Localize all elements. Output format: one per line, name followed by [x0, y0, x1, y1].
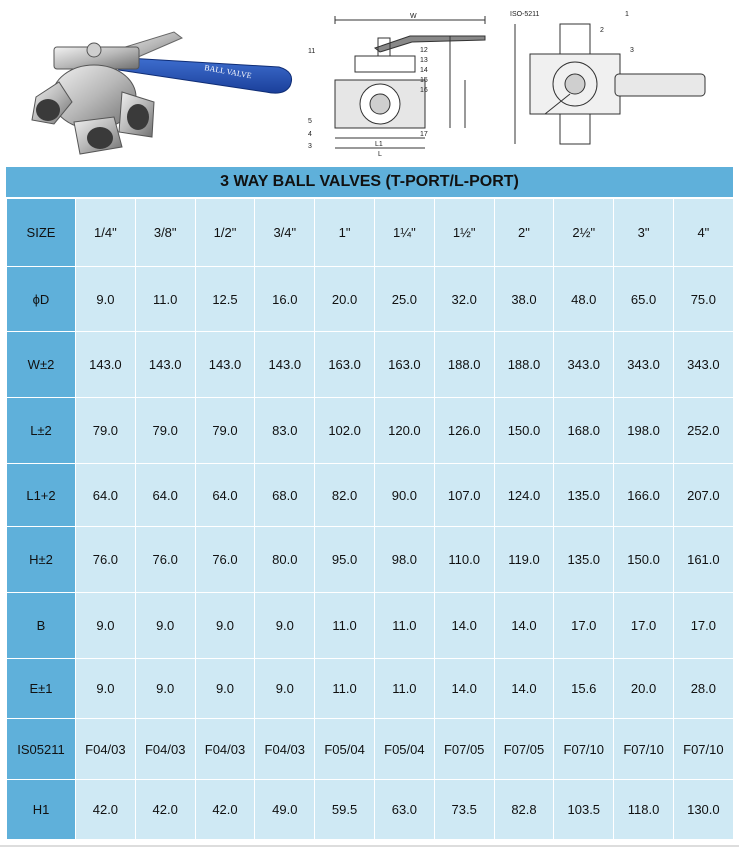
table-cell: 14.0 — [434, 659, 494, 719]
table-cell: 120.0 — [374, 398, 434, 464]
row-header: L±2 — [7, 398, 76, 464]
table-cell: F07/05 — [434, 719, 494, 780]
row-header: B — [7, 593, 76, 659]
table-cell: 166.0 — [614, 464, 674, 527]
drawing-label-iso: ISO-5211 — [510, 11, 540, 18]
table-cell: 168.0 — [554, 398, 614, 464]
table-cell: 163.0 — [315, 332, 375, 398]
row-header: H±2 — [7, 527, 76, 593]
table-cell: 343.0 — [614, 332, 674, 398]
table-cell: 17.0 — [673, 593, 733, 659]
table-cell: 3/4" — [255, 199, 315, 267]
table-cell: 1" — [315, 199, 375, 267]
product-figures — [0, 0, 739, 165]
table-cell: 163.0 — [374, 332, 434, 398]
table-cell: 17.0 — [614, 593, 674, 659]
table-cell: 12.5 — [195, 267, 255, 332]
table-row — [7, 398, 734, 464]
valve-front-drawing — [300, 8, 500, 158]
table-cell: 14.0 — [434, 593, 494, 659]
table-cell: F04/03 — [135, 719, 195, 780]
table-cell: 11.0 — [315, 659, 375, 719]
table-cell: 79.0 — [135, 398, 195, 464]
table-cell: 2" — [494, 199, 554, 267]
table-row — [7, 199, 734, 267]
drawing-label-l1: L1 — [375, 141, 383, 148]
drawing-label-1: 1 — [625, 11, 629, 18]
table-cell: 48.0 — [554, 267, 614, 332]
table-cell: 150.0 — [614, 527, 674, 593]
row-header: ϕD — [7, 267, 76, 332]
bottom-divider — [0, 845, 739, 847]
drawing-label-3: 3 — [308, 143, 312, 150]
table-cell: F04/03 — [255, 719, 315, 780]
table-cell: 68.0 — [255, 464, 315, 527]
row-header: W±2 — [7, 332, 76, 398]
table-cell: 188.0 — [494, 332, 554, 398]
table-cell: 9.0 — [195, 593, 255, 659]
table-cell: 98.0 — [374, 527, 434, 593]
table-cell: F07/10 — [673, 719, 733, 780]
valve-top-drawing — [505, 4, 715, 159]
table-row — [7, 464, 734, 527]
drawing-label-11: 11 — [308, 48, 316, 55]
table-cell: 3" — [614, 199, 674, 267]
valve-photo — [14, 12, 300, 162]
table-cell: 4" — [673, 199, 733, 267]
table-cell: 102.0 — [315, 398, 375, 464]
table-cell: 20.0 — [614, 659, 674, 719]
table-cell: 75.0 — [673, 267, 733, 332]
table-cell: 2½" — [554, 199, 614, 267]
table-cell: 252.0 — [673, 398, 733, 464]
table-cell: 59.5 — [315, 780, 375, 840]
table-cell: 9.0 — [135, 593, 195, 659]
table-cell: 188.0 — [434, 332, 494, 398]
table-cell: 28.0 — [673, 659, 733, 719]
table-cell: 3/8" — [135, 199, 195, 267]
table-row — [7, 780, 734, 840]
table-row — [7, 332, 734, 398]
table-cell: 80.0 — [255, 527, 315, 593]
table-cell: 343.0 — [554, 332, 614, 398]
table-cell: 110.0 — [434, 527, 494, 593]
row-header: H1 — [7, 780, 76, 840]
table-cell: 42.0 — [195, 780, 255, 840]
table-cell: 161.0 — [673, 527, 733, 593]
drawing-label-2: 2 — [600, 27, 604, 34]
table-cell: 64.0 — [76, 464, 136, 527]
table-cell: 9.0 — [255, 659, 315, 719]
table-title-banner — [6, 167, 733, 197]
table-cell: 343.0 — [673, 332, 733, 398]
table-cell: 9.0 — [195, 659, 255, 719]
table-cell: 1½" — [434, 199, 494, 267]
table-cell: 124.0 — [494, 464, 554, 527]
table-cell: 103.5 — [554, 780, 614, 840]
table-cell: 11.0 — [374, 659, 434, 719]
table-cell: 1/4" — [76, 199, 136, 267]
table-cell: 9.0 — [76, 659, 136, 719]
table-cell: 1¼" — [374, 199, 434, 267]
table-cell: 76.0 — [135, 527, 195, 593]
drawing-label-w: W — [410, 13, 417, 20]
table-cell: 38.0 — [494, 267, 554, 332]
row-header: L1+2 — [7, 464, 76, 527]
table-cell: 82.0 — [315, 464, 375, 527]
drawing-label-l: L — [378, 151, 382, 158]
table-cell: 42.0 — [76, 780, 136, 840]
table-cell: 143.0 — [195, 332, 255, 398]
table-cell: 107.0 — [434, 464, 494, 527]
table-title: 3 WAY BALL VALVES (T-PORT/L-PORT) — [220, 173, 519, 190]
table-cell: 79.0 — [76, 398, 136, 464]
table-cell: 9.0 — [76, 593, 136, 659]
drawing-label-13: 13 — [420, 57, 428, 64]
table-cell: 83.0 — [255, 398, 315, 464]
table-cell: 16.0 — [255, 267, 315, 332]
table-cell: 118.0 — [614, 780, 674, 840]
table-cell: F07/10 — [614, 719, 674, 780]
table-cell: 95.0 — [315, 527, 375, 593]
table-cell: 79.0 — [195, 398, 255, 464]
table-cell: 9.0 — [255, 593, 315, 659]
table-cell: 63.0 — [374, 780, 434, 840]
table-cell: 143.0 — [255, 332, 315, 398]
table-row — [7, 267, 734, 332]
table-cell: 11.0 — [135, 267, 195, 332]
table-cell: 14.0 — [494, 659, 554, 719]
table-row — [7, 719, 734, 780]
table-cell: 130.0 — [673, 780, 733, 840]
table-cell: 76.0 — [76, 527, 136, 593]
table-cell: 143.0 — [76, 332, 136, 398]
drawing-label-12: 12 — [420, 47, 428, 54]
table-cell: 135.0 — [554, 464, 614, 527]
table-cell: 9.0 — [76, 267, 136, 332]
spec-table — [6, 198, 734, 840]
drawing-label-17: 17 — [420, 131, 428, 138]
table-cell: 65.0 — [614, 267, 674, 332]
table-cell: F07/05 — [494, 719, 554, 780]
table-cell: F05/04 — [374, 719, 434, 780]
table-cell: F07/10 — [554, 719, 614, 780]
table-cell: 17.0 — [554, 593, 614, 659]
table-cell: 126.0 — [434, 398, 494, 464]
table-cell: 11.0 — [315, 593, 375, 659]
table-cell: F04/03 — [195, 719, 255, 780]
drawing-label-15: 15 — [420, 77, 428, 84]
table-cell: 25.0 — [374, 267, 434, 332]
table-cell: 64.0 — [195, 464, 255, 527]
table-row — [7, 659, 734, 719]
table-cell: 15.6 — [554, 659, 614, 719]
table-cell: 143.0 — [135, 332, 195, 398]
table-cell: 1/2" — [195, 199, 255, 267]
table-cell: F05/04 — [315, 719, 375, 780]
table-cell: 20.0 — [315, 267, 375, 332]
drawing-label-3-top: 3 — [630, 47, 634, 54]
table-cell: 14.0 — [494, 593, 554, 659]
drawing-label-14: 14 — [420, 67, 428, 74]
drawing-label-16: 16 — [420, 87, 428, 94]
table-cell: 82.8 — [494, 780, 554, 840]
table-cell: 73.5 — [434, 780, 494, 840]
table-row — [7, 593, 734, 659]
table-cell: 11.0 — [374, 593, 434, 659]
table-cell: 135.0 — [554, 527, 614, 593]
drawing-label-4: 4 — [308, 131, 312, 138]
table-cell: 207.0 — [673, 464, 733, 527]
table-row — [7, 527, 734, 593]
table-cell: 32.0 — [434, 267, 494, 332]
table-cell: 198.0 — [614, 398, 674, 464]
drawing-label-5: 5 — [308, 118, 312, 125]
table-cell: 49.0 — [255, 780, 315, 840]
table-cell: 9.0 — [135, 659, 195, 719]
row-header: IS05211 — [7, 719, 76, 780]
table-cell: 64.0 — [135, 464, 195, 527]
table-cell: F04/03 — [76, 719, 136, 780]
row-header: SIZE — [7, 199, 76, 267]
handle-label: BALL VALVE — [203, 63, 253, 81]
table-cell: 76.0 — [195, 527, 255, 593]
table-cell: 119.0 — [494, 527, 554, 593]
table-cell: 42.0 — [135, 780, 195, 840]
row-header: E±1 — [7, 659, 76, 719]
table-cell: 150.0 — [494, 398, 554, 464]
table-cell: 90.0 — [374, 464, 434, 527]
